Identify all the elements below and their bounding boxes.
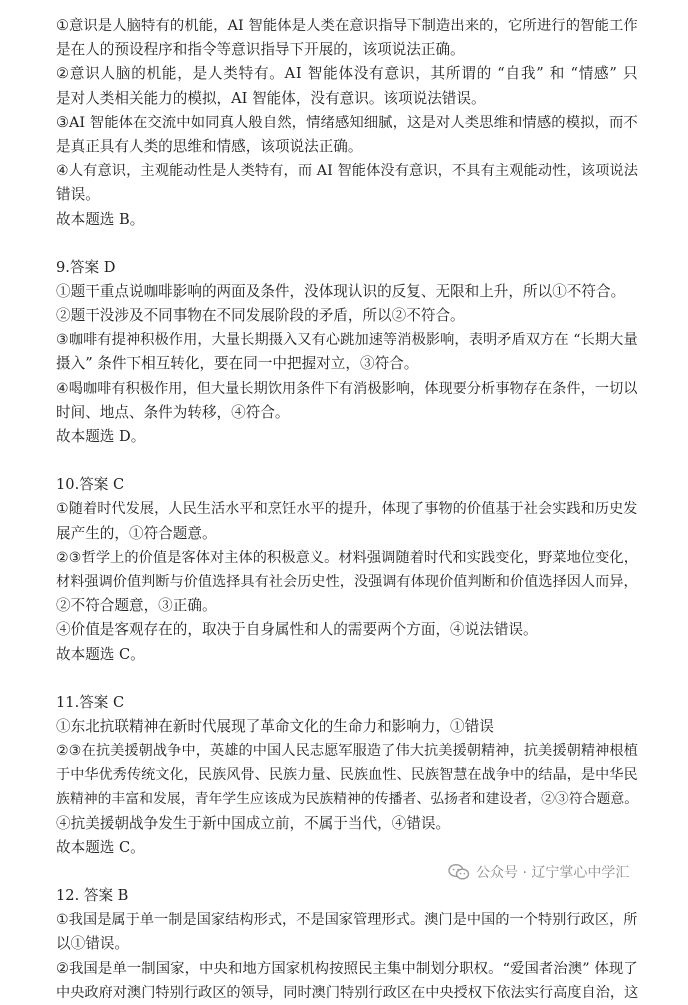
paragraph: [56, 908, 638, 956]
answer-heading: 10.答案 C: [56, 476, 125, 494]
answer-heading: 11.答案 C: [56, 693, 125, 711]
paragraph: [56, 14, 638, 62]
text-line: ③ 咖 啡 有 提 神 积 极 作 用 ， 大 量 长 期 摄 入 又 有 心 跳 加 速 等 消 极 影 响 ， 表 明 矛 盾 双 方 在 “ 长 期 大 量: [56, 332, 638, 349]
text-line: ② ③ 哲 学 上 的 价 值 是 客 体 对 主 体 的 积 极 意 义 。 材 料 强 调 随 着 时 代 和 实 践 变 化 ， 野 菜 地 位 变 化 ，: [56, 549, 638, 566]
paragraph: [56, 280, 638, 304]
text-line: 故本题选 C。: [56, 645, 145, 663]
watermark: [444, 859, 633, 885]
text-line: 错误。: [56, 186, 100, 204]
paragraph: [56, 739, 638, 812]
paragraph: [56, 643, 638, 667]
wechat-icon: [448, 863, 470, 881]
text-line: 材 料 强 调 价 值 判 断 与 价 值 选 择 具 有 社 会 历 史 性 ， 没 强 调 有 体 现 价 值 判 断 和 价 值 选 择 因 人 而 异 ，: [56, 573, 638, 590]
paragraph: [56, 62, 638, 110]
section-gap: [56, 449, 638, 473]
paragraph: [56, 304, 638, 328]
text-line: ①东北抗联精神在新时代展现了革命文化的生命力和影响力，①错误: [56, 717, 494, 735]
paragraph: [56, 957, 638, 1005]
text-line: 摄入” 条件下相互转化，要在同一中把握对立，③符合。: [56, 355, 419, 373]
paragraph: [56, 159, 638, 207]
paragraph: [56, 328, 638, 376]
text-line: 是真正具有人类的思维和情感，该项说法正确。: [56, 137, 363, 155]
text-line: 于 中 华 优 秀 传 统 文 化 ， 民 族 风 骨 、 民 族 力 量 、 民 族 血 性 、 民 族 智 慧 在 战 争 中 的 结 晶 ， 是 中 华 民: [56, 767, 638, 784]
watermark-text: 公众号 · 辽宁掌心中学汇: [476, 865, 630, 881]
text-line: 故本题选 B。: [56, 210, 145, 228]
text-line: ① 意 识 是 人 脑 特 有 的 机 能 ， A I 智 能 体 是 人 类 在 意 识 指 导 下 制 造 出 来 的 ， 它 所 进 行 的 智 能 工 作: [56, 18, 638, 34]
paragraph: [56, 208, 638, 232]
text-line: 是在人的预设程序和指令等意识指导下开展的，该项说法正确。: [56, 41, 465, 59]
section-gap: [56, 667, 638, 691]
text-line: ① 随 着 时 代 发 展 ， 人 民 生 活 水 平 和 烹 饪 水 平 的 提 升 ， 体 现 了 事 物 的 价 值 基 于 社 会 实 践 和 历 史 发: [56, 501, 638, 518]
text-line: 故本题选 D。: [56, 428, 146, 445]
text-line: ② 我 国 是 单 一 制 国 家 ， 中 央 和 地 方 国 家 机 构 按 照 民 主 集 中 制 划 分 职 权 。 “ 爱 国 者 治 澳 ” 体 现 了: [56, 960, 638, 977]
paragraph: [56, 715, 638, 739]
text-line: ② 意 识 人 脑 的 机 能 ， 是 人 类 特 有 。 A I 智 能 体 没 有 意 识 ， 其 所 谓 的 “ 自 我 ” 和 “ 情 感 ” 只: [56, 65, 638, 83]
paragraph: [56, 546, 638, 619]
text-line: 中央政府对澳门特别行政区的领导，同时澳门特别行政区在中央授权下依法实行高度自治，这: [56, 984, 639, 1001]
answer-heading: 9.答案 D: [56, 258, 116, 276]
paragraph: [56, 812, 638, 836]
text-line: 故本题选 C。: [56, 838, 145, 856]
text-line: ④价值是客观存在的，取决于自身属性和人的需要两个方面，④说法错误。: [56, 621, 538, 639]
text-line: ②不符合题意，③正确。: [56, 597, 217, 615]
text-line: 时间、地点、条件为转移，④符合。: [56, 403, 290, 421]
paragraph: [56, 377, 638, 425]
text-line: 是对人类相关能力的模拟，AI 智能体，没有意识。该项说法错误。: [56, 89, 486, 107]
text-line: ④ 人 有 意 识 ， 主 观 能 动 性 是 人 类 特 有 ， 而 A I 智 能 体 没 有 意 识 ， 不 具 有 主 观 能 动 性 ， 该 项 说 法: [56, 163, 638, 180]
text-line: ① 我 国 是 属 于 单 一 制 是 国 家 结 构 形 式 ， 不 是 国 家 管 理 形 式 。 澳 门 是 中 国 的 一 个 特 别 行 政 区 ， 所: [56, 912, 638, 929]
text-line: ③ A I 智 能 体 在 交 流 中 如 同 真 人 般 自 然 ， 情 绪 感 知 细 腻 ， 这 是 对 人 类 思 维 和 情 感 的 模 拟 ， 而 不: [56, 114, 638, 131]
paragraph: [56, 836, 638, 860]
paragraph: [56, 111, 638, 159]
text-line: ④ 喝 咖 啡 有 积 极 作 用 ， 但 大 量 长 期 饮 用 条 件 下 有 消 极 影 响 ， 体 现 要 分 析 事 物 存 在 条 件 ， 一 切 以: [56, 380, 638, 397]
paragraph: [56, 497, 638, 545]
section-gap: [56, 232, 638, 256]
paragraph: [56, 618, 638, 642]
text-line: 以①错误。: [56, 935, 129, 953]
text-line: 族精神的丰富和发展，青年学生应该成为民族精神的传播者、弘扬者和建设者，②③符合题意。: [56, 791, 639, 808]
text-line: ④抗美援朝战争发生于新中国成立前，不属于当代，④错误。: [56, 814, 451, 832]
text-line: ②题干没涉及不同事物在不同发展阶段的矛盾，所以②不符合。: [56, 307, 465, 325]
text-line: ①题干重点说咖啡影响的两面及条件，没体现认识的反复、无限和上升，所以①不符合。: [56, 282, 626, 300]
paragraph: [56, 425, 638, 449]
answer-heading: 12. 答案 B: [56, 887, 129, 904]
answer-explanation-document: [56, 14, 638, 1005]
text-line: ② ③ 在 抗 美 援 朝 战 争 中 ， 英 雄 的 中 国 人 民 志 愿 军 服 造 了 伟 大 抗 美 援 朝 精 神 ， 抗 美 援 朝 精 神 根 植: [56, 743, 638, 760]
text-line: 展产生的，①符合题意。: [56, 524, 217, 542]
